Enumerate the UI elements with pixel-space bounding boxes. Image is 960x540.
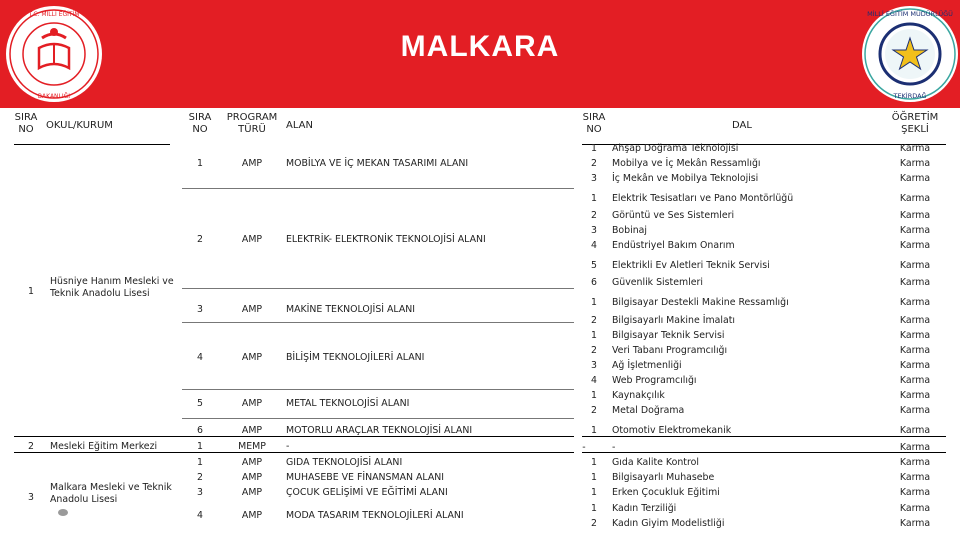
branch-ogretim-sekli: Karma — [899, 487, 931, 498]
branch-no: 1 — [591, 472, 597, 483]
svg-text:MİLLİ EĞİTİM MÜDÜRLÜĞÜ: MİLLİ EĞİTİM MÜDÜRLÜĞÜ — [867, 10, 953, 18]
area-name: ELEKTRİK- ELEKTRONİK TEKNOLOJİSİ ALANI — [286, 234, 486, 245]
branch-no: 3 — [591, 360, 597, 371]
branch-ogretim-sekli: Karma — [899, 375, 931, 386]
branch-name: Kaynakçılık — [612, 390, 665, 401]
branch-name: Gıda Kalite Kontrol — [612, 457, 699, 468]
branch-ogretim-sekli: Karma — [899, 297, 931, 308]
header-underline-left — [14, 144, 170, 145]
separator-area-4-5 — [182, 389, 574, 390]
area-program-type: AMP — [241, 510, 263, 521]
header-banner — [0, 0, 960, 108]
branch-no: 1 — [591, 503, 597, 514]
branch-name: Elektrikli Ev Aletleri Teknik Servisi — [612, 260, 770, 271]
branch-ogretim-sekli: Karma — [899, 158, 931, 169]
area-no: 4 — [197, 352, 203, 363]
area-no: 1 — [197, 158, 203, 169]
school-name: Malkara Mesleki ve Teknik Anadolu Lisesi — [50, 482, 172, 505]
branch-name: Veri Tabanı Programcılığı — [612, 345, 728, 356]
area-no: 3 — [197, 304, 203, 315]
branch-ogretim-sekli: Karma — [899, 518, 931, 529]
header-ogretim-sekli: ÖĞRETİM ŞEKLİ — [891, 112, 939, 135]
school-name: Hüsniye Hanım Mesleki ve Teknik Anadolu Lisesi — [50, 276, 174, 299]
branch-no: 1 — [591, 297, 597, 308]
branch-name: - — [612, 442, 616, 453]
programs-table — [14, 110, 946, 534]
branch-name: Metal Doğrama — [612, 405, 685, 416]
area-program-type: AMP — [241, 158, 263, 169]
area-program-type: AMP — [241, 398, 263, 409]
area-program-type: AMP — [241, 234, 263, 245]
branch-no: 3 — [591, 225, 597, 236]
area-no: 2 — [197, 472, 203, 483]
area-name: BİLİŞİM TEKNOLOJİLERİ ALANI — [286, 352, 425, 363]
branch-ogretim-sekli: Karma — [899, 225, 931, 236]
header-okul-kurum: OKUL/KURUM — [46, 120, 113, 131]
school-name: Mesleki Eğitim Merkezi — [50, 441, 158, 452]
branch-name: Mobilya ve İç Mekân Ressamlığı — [612, 158, 761, 169]
branch-ogretim-sekli: Karma — [899, 457, 931, 468]
separator-area-2-3 — [182, 288, 574, 289]
branch-no: 1 — [591, 487, 597, 498]
branch-ogretim-sekli: Karma — [899, 260, 931, 271]
branch-ogretim-sekli: Karma — [899, 442, 931, 453]
branch-ogretim-sekli: Karma — [899, 472, 931, 483]
area-name: ÇOCUK GELİŞİMİ VE EĞİTİMİ ALANI — [286, 487, 448, 498]
branch-ogretim-sekli: Karma — [899, 330, 931, 341]
branch-name: Bilgisayar Destekli Makine Ressamlığı — [612, 297, 789, 308]
branch-name: Endüstriyel Bakım Onarım — [612, 240, 735, 251]
branch-ogretim-sekli: Karma — [899, 425, 931, 436]
branch-no: 2 — [591, 518, 597, 529]
page-title: MALKARA — [400, 30, 560, 63]
area-name: GIDA TEKNOLOJİSİ ALANI — [286, 457, 403, 468]
header-sira-no-3: SIRA NO — [582, 112, 606, 135]
header-sira-no-2: SIRA NO — [188, 112, 212, 135]
area-no: 2 — [197, 234, 203, 245]
school-no: 3 — [28, 492, 34, 503]
branch-ogretim-sekli: Karma — [899, 390, 931, 401]
branch-ogretim-sekli: Karma — [899, 143, 931, 154]
area-program-type: AMP — [241, 425, 263, 436]
branch-no: 1 — [591, 193, 597, 204]
header-dal: DAL — [732, 120, 752, 131]
area-name: MODA TASARIM TEKNOLOJİLERİ ALANI — [286, 510, 464, 521]
area-program-type: AMP — [241, 457, 263, 468]
branch-name: Elektrik Tesisatları ve Pano Montörlüğü — [612, 193, 794, 204]
header-program-turu: PROGRAM TÜRÜ — [226, 112, 278, 135]
branch-no: - — [582, 442, 586, 453]
branch-no: 1 — [591, 425, 597, 436]
branch-ogretim-sekli: Karma — [899, 240, 931, 251]
area-program-type: AMP — [241, 352, 263, 363]
branch-ogretim-sekli: Karma — [899, 277, 931, 288]
branch-no: 3 — [591, 173, 597, 184]
branch-no: 4 — [591, 375, 597, 386]
school-no: 2 — [28, 441, 34, 452]
svg-text:T.C. MİLLİ EĞİTİM: T.C. MİLLİ EĞİTİM — [28, 11, 80, 18]
area-no: 4 — [197, 510, 203, 521]
branch-name: Ağ İşletmenliği — [612, 360, 682, 371]
branch-no: 2 — [591, 315, 597, 326]
branch-name: Erken Çocukluk Eğitimi — [612, 487, 720, 498]
branch-no: 4 — [591, 240, 597, 251]
branch-ogretim-sekli: Karma — [899, 345, 931, 356]
area-no: 1 — [197, 441, 203, 452]
area-program-type: AMP — [241, 472, 263, 483]
branch-no: 5 — [591, 260, 597, 271]
branch-name: Bilgisayarlı Muhasebe — [612, 472, 715, 483]
separator-area-1-2 — [182, 188, 574, 189]
area-program-type: AMP — [241, 487, 263, 498]
area-no: 6 — [197, 425, 203, 436]
branch-ogretim-sekli: Karma — [899, 360, 931, 371]
branch-name: İç Mekân ve Mobilya Teknolojisi — [612, 173, 759, 184]
svg-text:BAKANLIĞI: BAKANLIĞI — [37, 93, 71, 100]
area-no: 1 — [197, 457, 203, 468]
header-sira-no: SIRA NO — [14, 112, 38, 135]
branch-name: Web Programcılığı — [612, 375, 697, 386]
branch-name: Bilgisayarlı Makine İmalatı — [612, 315, 735, 326]
branch-name: Görüntü ve Ses Sistemleri — [612, 210, 735, 221]
branch-name: Otomotiv Elektromekanik — [612, 425, 732, 436]
branch-no: 2 — [591, 158, 597, 169]
area-program-type: MEMP — [238, 441, 266, 452]
branch-name: Kadın Terziliği — [612, 503, 677, 514]
branch-no: 1 — [591, 143, 597, 154]
area-name: - — [286, 441, 290, 452]
branch-name: Bobinaj — [612, 225, 648, 236]
area-no: 3 — [197, 487, 203, 498]
school-no: 1 — [28, 286, 34, 297]
area-program-type: AMP — [241, 304, 263, 315]
separator-area-5-6 — [182, 418, 574, 419]
branch-name: Ahşap Doğrama Teknolojisi — [612, 143, 739, 154]
mem-logo-icon — [858, 4, 960, 104]
branch-no: 2 — [591, 345, 597, 356]
bullet-marker-icon — [58, 509, 68, 516]
branch-no: 1 — [591, 390, 597, 401]
area-name: MUHASEBE VE FİNANSMAN ALANI — [286, 472, 445, 483]
area-name: MAKİNE TEKNOLOJİSİ ALANI — [286, 304, 416, 315]
branch-no: 2 — [591, 405, 597, 416]
branch-ogretim-sekli: Karma — [899, 210, 931, 221]
branch-name: Güvenlik Sistemleri — [612, 277, 703, 288]
branch-no: 1 — [591, 330, 597, 341]
area-name: METAL TEKNOLOJİSİ ALANI — [286, 398, 410, 409]
separator-area-3-4 — [182, 322, 574, 323]
svg-text:TEKİRDAĞ: TEKİRDAĞ — [893, 92, 927, 100]
branch-no: 2 — [591, 210, 597, 221]
branch-ogretim-sekli: Karma — [899, 193, 931, 204]
branch-name: Kadın Giyim Modelistliği — [612, 518, 725, 529]
area-name: MOBİLYA VE İÇ MEKAN TASARIMI ALANI — [286, 158, 469, 169]
area-no: 5 — [197, 398, 203, 409]
header-alan: ALAN — [286, 120, 313, 131]
branch-ogretim-sekli: Karma — [899, 503, 931, 514]
area-name: MOTORLU ARAÇLAR TEKNOLOJİSİ ALANI — [286, 425, 473, 436]
branch-ogretim-sekli: Karma — [899, 173, 931, 184]
branch-ogretim-sekli: Karma — [899, 405, 931, 416]
branch-no: 1 — [591, 457, 597, 468]
branch-no: 6 — [591, 277, 597, 288]
branch-ogretim-sekli: Karma — [899, 315, 931, 326]
branch-name: Bilgisayar Teknik Servisi — [612, 330, 725, 341]
